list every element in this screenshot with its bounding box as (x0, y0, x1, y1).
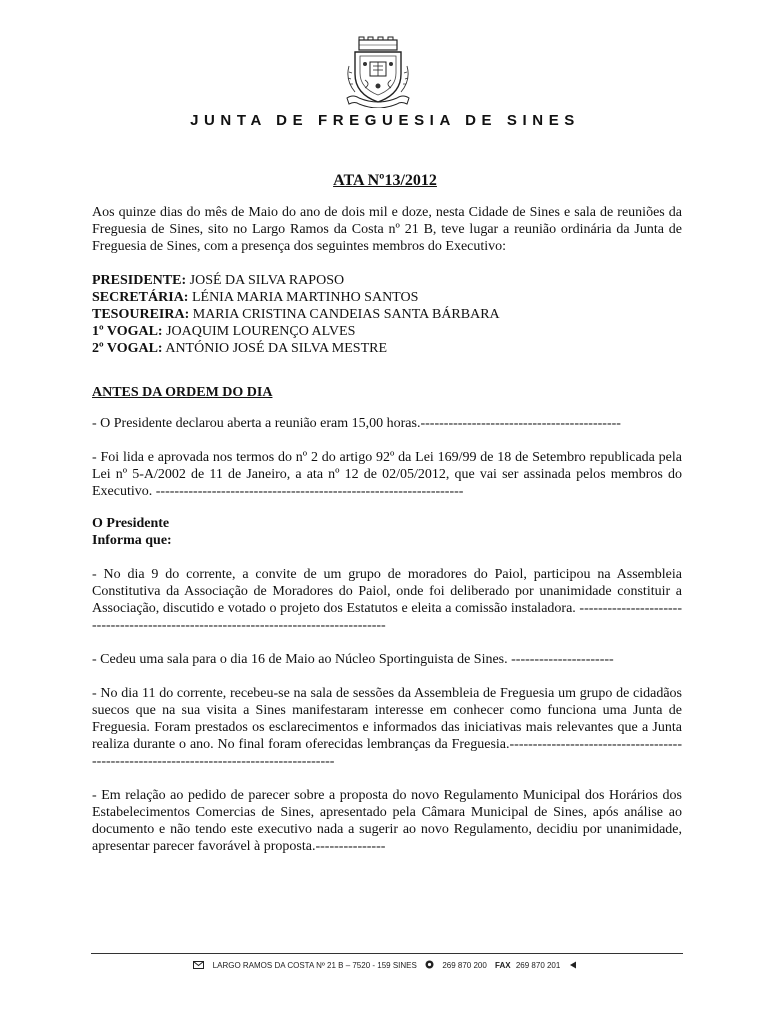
member-role: PRESIDENTE: (92, 273, 187, 288)
envelope-icon (193, 961, 204, 971)
member-name: LÉNIA MARIA MARTINHO SANTOS (191, 290, 419, 305)
member-name: ANTÓNIO JOSÉ DA SILVA MESTRE (165, 341, 388, 356)
member-row (92, 272, 682, 289)
member-role: SECRETÁRIA: (92, 290, 189, 305)
document-body (92, 204, 682, 855)
phone-icon (425, 960, 434, 971)
footer-fax: 269 870 201 (515, 961, 561, 970)
member-row (92, 323, 682, 340)
footer-address: LARGO RAMOS DA COSTA Nº 21 B – 7520 - 159 SINES (212, 961, 417, 970)
paragraph-paiol: - No dia 9 do corrente, a convite de um grupo de moradores do Paiol, participou na Assembleia Constitutiva da Associação de Moradores do Paiol, onde foi deliberado por unanimidade constituir a Associação, discutido e votado o projeto dos Estatutos e eleita a comissão instaladora. ------------------------------------------------------------------------------------- (92, 567, 682, 633)
organization-title: JUNTA DE FREGUESIA DE SINES (190, 112, 580, 129)
members-list (92, 272, 682, 357)
paragraph-sala: - Cedeu uma sala para o dia 16 de Maio ao Núcleo Sportinguista de Sines. ---------------------- (92, 652, 614, 667)
informs-label: Informa que: (92, 533, 172, 548)
member-row (92, 306, 682, 323)
paragraph-suecos: - No dia 11 do corrente, recebeu-se na sala de sessões da Assembleia de Freguesia um grupo de cidadãos suecos que na sua visita a Sines manifestaram interesse em conhecer como funciona uma Junta de Freguesia. Foram prestados os esclarecimentos e informados das iniciativas mais relevantes que a Junta realiza durante o ano. No final foram oferecidas lembranças da Freguesia.----------------------------------------------------------------------------------------- (92, 686, 682, 769)
section-heading: ANTES DA ORDEM DO DIA (92, 385, 273, 400)
member-role: 2º VOGAL: (92, 341, 163, 356)
opening-paragraph: - O Presidente declarou aberta a reunião eram 15,00 horas.------------------------------------------- (92, 416, 621, 431)
footer-phone: 269 870 200 (442, 961, 487, 970)
president-label: O Presidente (92, 516, 170, 531)
footer-divider (91, 953, 683, 954)
member-row (92, 289, 682, 306)
fax-icon (569, 961, 577, 971)
coat-of-arms-icon (343, 36, 413, 108)
member-row (92, 340, 682, 357)
paragraph-regulamento: - Em relação ao pedido de parecer sobre a proposta do novo Regulamento Municipal dos Horários dos Estabelecimentos Comercias de Sines, apresentado pela Câmara Municipal de Sines, após análise ao documento e não tendo este executivo nada a sugerir ao novo Regulamento, decidiu por unanimidade, apresentar parecer favorável à proposta.--------------- (92, 788, 682, 854)
fax-label: FAX (495, 961, 511, 970)
minutes-approval-paragraph: - Foi lida e aprovada nos termos do nº 2 do artigo 92º da Lei 169/99 de 18 de Setembro republicada pela Lei nº 5-A/2002 de 11 de Janeiro, a ata nº 12 de 02/05/2012, que vai ser assinada pelos membros do Executivo. ------------------------------------------------------------------ (92, 450, 682, 499)
member-role: 1º VOGAL: (92, 324, 163, 339)
member-name: JOSÉ DA SILVA RAPOSO (189, 273, 345, 288)
member-role: TESOUREIRA: (92, 307, 190, 322)
intro-paragraph: Aos quinze dias do mês de Maio do ano de dois mil e doze, nesta Cidade de Sines e sala de reuniões da Freguesia de Sines, sito no Largo Ramos da Costa nº 21 B, teve lugar a reunião ordinária da Junta de Freguesia de Sines, com a presença dos seguintes membros do Executivo: (92, 205, 682, 254)
member-name: MARIA CRISTINA CANDEIAS SANTA BÁRBARA (192, 307, 500, 322)
footer (0, 960, 770, 971)
member-name: JOAQUIM LOURENÇO ALVES (166, 324, 356, 339)
president-heading (92, 515, 682, 549)
document-title: ATA Nº13/2012 (333, 172, 437, 189)
